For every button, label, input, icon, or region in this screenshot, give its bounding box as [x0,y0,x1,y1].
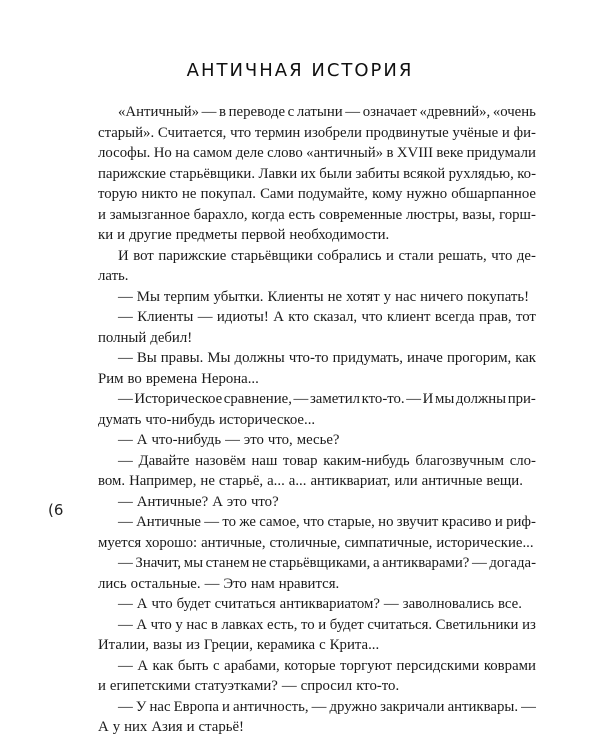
text-line: и замызганное барахло, когда есть современные люстры, вазы, горш- [98,206,536,223]
text-line: А у них Азия и старьё! [98,719,244,735]
text-line: муется хорошо: античные, столичные, симпатичные, исторические... [98,534,534,551]
text-line: — А что будет считаться антиквариатом? — заволновались все. [118,596,522,612]
text-line: «Античный» — в переводе с латыни — означает «древний», «очень [118,104,536,120]
chapter-body [98,102,536,738]
text-line: — А что-нибудь — это что, месье? [118,432,340,448]
text-line: думать что-нибудь историческое... [98,411,316,428]
text-line: лись остальные. — Это нам нравится. [98,575,340,592]
chapter-title: АНТИЧНАЯ ИСТОРИЯ [186,60,414,81]
text-line: — А как быть с арабами, которые торгуют персидскими коврами [118,657,536,674]
text-line: лософы. Но на самом деле слово «античный» в XVIII веке придумали [98,145,536,161]
text-line: старый». Считается, что термин изобрели продвинутые учёные и фи- [98,124,536,141]
text-line: — Античные — то же самое, что старые, но звучит красиво и риф- [118,514,536,530]
text-line: вом. Например, не старьё, а... а... антиквариат, или античные вещи. [98,473,523,489]
text-line: Италии, вазы из Греции, керамика с Крита... [98,637,380,653]
text-line: — Значит, мы станем не старьёвщиками, а антикварами? — догада- [118,555,536,571]
text-line: Рим во времена Нерона... [98,370,259,387]
text-line: — Вы правы. Мы должны что-то придумать, иначе прогорим, как [118,350,536,366]
text-line: и египетскими статуэтками? — спросил кто-то. [98,678,400,694]
text-line: — Историческое сравнение, — заметил кто-то. — И мы должны при- [118,391,536,407]
page-number: (6 [48,501,64,519]
text-line: торую никто не покупал. Сами подумайте, кому нужно обшарпанное [98,186,536,202]
text-line: — А что у нас в лавках есть, то и будет считаться. Светильники из [118,616,536,633]
text-line: — У нас Европа и античность, — дружно закричали антиквары. — [118,698,536,715]
text-line: лать. [98,268,129,284]
text-line: — Давайте назовём наш товар каким-нибудь благозвучным сло- [118,452,536,469]
text-line: полный дебил! [98,329,193,346]
text-line: ки и другие предметы первой необходимости. [98,227,390,243]
text-line: — Мы терпим убытки. Клиенты не хотят у нас ничего покупать! [118,288,530,305]
text-line: — Клиенты — идиоты! А кто сказал, что клиент всегда прав, тот [118,309,536,325]
text-line: парижские старьёвщики. Лавки их были забиты всякой рухлядью, ко- [98,165,536,182]
text-line: И вот парижские старьёвщики собрались и стали решать, что де- [118,247,536,264]
text-line: — Античные? А это что? [118,493,279,510]
